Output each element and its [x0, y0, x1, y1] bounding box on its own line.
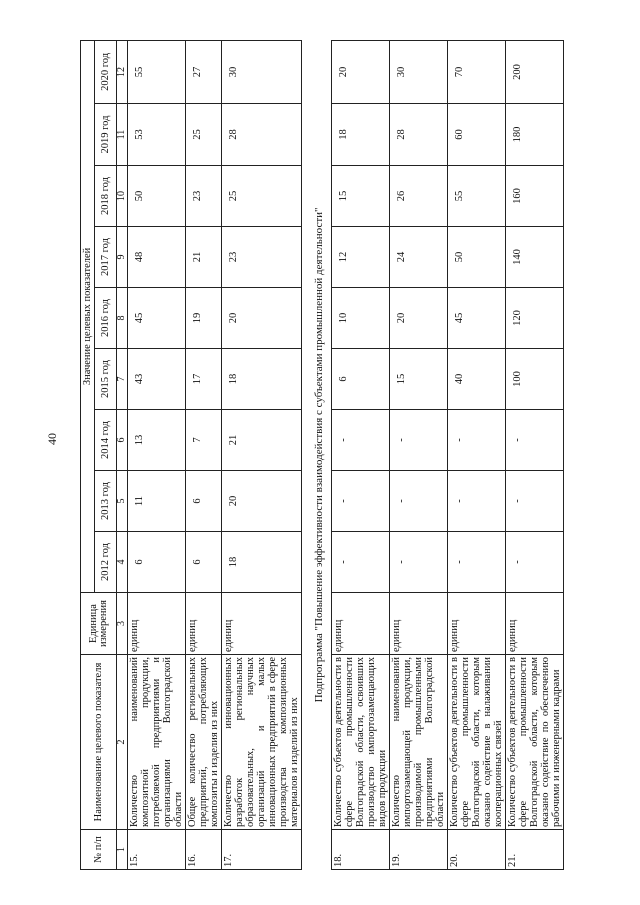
value-cell: - — [332, 410, 390, 471]
header-unit: Единица измерения — [81, 593, 117, 655]
unit-cell: единиц — [222, 593, 302, 655]
value-cell: 21 — [186, 227, 222, 288]
value-cell: 50 — [128, 166, 186, 227]
indicator-name: Количество субъектов деятельности в сфере промышленности Волгоградской области, освоивших производство импортозамещающих видов продукции — [332, 655, 390, 830]
value-cell: 18 — [222, 349, 302, 410]
unit-cell: единиц — [332, 593, 390, 655]
value-cell: 45 — [128, 288, 186, 349]
table-row — [186, 40, 222, 869]
value-cell: 23 — [222, 227, 302, 288]
value-cell: - — [506, 410, 564, 471]
page-number: 40 — [45, 433, 59, 445]
value-cell: 20 — [332, 40, 390, 103]
value-cell: 50 — [448, 227, 506, 288]
value-cell: 11 — [128, 471, 186, 532]
header-year: 2013 год — [95, 471, 117, 532]
value-cell: 180 — [506, 104, 564, 166]
row-number: 15. — [128, 830, 186, 870]
value-cell: 20 — [390, 288, 448, 349]
column-number: 12 — [117, 40, 128, 103]
header-year: 2016 год — [95, 288, 117, 349]
value-cell: 6 — [186, 532, 222, 593]
row-number: 21. — [506, 830, 564, 870]
value-cell: 20 — [222, 288, 302, 349]
column-number: 7 — [117, 349, 128, 410]
header-year: 2017 год — [95, 227, 117, 288]
value-cell: 160 — [506, 166, 564, 227]
value-cell: - — [332, 471, 390, 532]
value-cell: 6 — [332, 349, 390, 410]
value-cell: 55 — [128, 40, 186, 103]
column-number: 10 — [117, 166, 128, 227]
value-cell: - — [390, 410, 448, 471]
value-cell: 40 — [448, 349, 506, 410]
table-row — [506, 40, 564, 869]
header-year: 2018 год — [95, 166, 117, 227]
value-cell: 7 — [186, 410, 222, 471]
indicator-name: Количество инновационных разработок региональных образовательных, научных организаций и малых инновационных предприятий в сфере производства композиционных материалов и изделий из них — [222, 655, 302, 830]
value-cell: 19 — [186, 288, 222, 349]
value-cell: 55 — [448, 166, 506, 227]
value-cell: 20 — [222, 471, 302, 532]
rotated-table-area — [80, 40, 620, 870]
subprogram-title: Подпрограмма "Повышение эффективности взаимодействия с субъектами промышленной деятельности" — [313, 207, 325, 703]
value-cell: 48 — [128, 227, 186, 288]
header-year: 2014 год — [95, 410, 117, 471]
value-cell: 45 — [448, 288, 506, 349]
value-cell: - — [448, 471, 506, 532]
value-cell: - — [390, 532, 448, 593]
value-cell: 25 — [222, 166, 302, 227]
value-cell: - — [506, 532, 564, 593]
value-cell: 53 — [128, 104, 186, 166]
header-name: Наименование целевого показателя — [81, 655, 117, 830]
value-cell: 26 — [390, 166, 448, 227]
header-year: 2015 год — [95, 349, 117, 410]
value-cell: 60 — [448, 104, 506, 166]
header-year: 2019 год — [95, 104, 117, 166]
column-number: 3 — [117, 593, 128, 655]
row-number: 17. — [222, 830, 302, 870]
table-row — [390, 40, 448, 869]
value-cell: 6 — [186, 471, 222, 532]
value-cell: 18 — [332, 104, 390, 166]
table-row — [128, 40, 186, 869]
value-cell: 15 — [332, 166, 390, 227]
target-indicators-table — [80, 40, 564, 870]
column-number: 4 — [117, 532, 128, 593]
unit-cell: единиц — [186, 593, 222, 655]
value-cell: 140 — [506, 227, 564, 288]
value-cell: 200 — [506, 40, 564, 103]
row-number: 20. — [448, 830, 506, 870]
indicator-name: Количество субъектов деятельности в сфере промышленности Волгоградской области, которым оказано содействие по обеспечению рабочими и инженерными кадрами — [506, 655, 564, 830]
value-cell: 43 — [128, 349, 186, 410]
value-cell: 13 — [128, 410, 186, 471]
continuation-label — [70, 0, 90, 22]
row-number: 18. — [332, 830, 390, 870]
table-row — [332, 40, 390, 869]
column-number: 2 — [117, 655, 128, 830]
value-cell: - — [448, 532, 506, 593]
unit-cell: единиц — [128, 593, 186, 655]
column-number: 8 — [117, 288, 128, 349]
value-cell: - — [332, 532, 390, 593]
indicator-name: Количество наименований импортозамещающей продукции, производимой промышленными предприятиями Волгоградской области — [390, 655, 448, 830]
value-cell: - — [448, 410, 506, 471]
indicator-name: Общее количество региональных предприятий, потребляющих композиты и изделия из них — [186, 655, 222, 830]
value-cell: 120 — [506, 288, 564, 349]
row-number: 16. — [186, 830, 222, 870]
table-row — [222, 40, 302, 869]
row-number: 19. — [390, 830, 448, 870]
column-number: 5 — [117, 471, 128, 532]
value-cell: 23 — [186, 166, 222, 227]
value-cell: - — [390, 471, 448, 532]
table-row — [448, 40, 506, 869]
value-cell: 27 — [186, 40, 222, 103]
value-cell: 30 — [222, 40, 302, 103]
value-cell: 15 — [390, 349, 448, 410]
value-cell: 28 — [390, 104, 448, 166]
value-cell: 21 — [222, 410, 302, 471]
header-year: 2012 год — [95, 532, 117, 593]
value-cell: 12 — [332, 227, 390, 288]
value-cell: 18 — [222, 532, 302, 593]
value-cell: 6 — [128, 532, 186, 593]
column-number: 9 — [117, 227, 128, 288]
unit-cell: единиц — [448, 593, 506, 655]
unit-cell: единиц — [390, 593, 448, 655]
indicator-name: Количество наименований композитной продукции, потребляемой предприятиями и организациями Волгоградской области — [128, 655, 186, 830]
value-cell: - — [506, 471, 564, 532]
header-values-group: Значение целевых показателей — [81, 40, 95, 592]
value-cell: 10 — [332, 288, 390, 349]
column-number: 6 — [117, 410, 128, 471]
value-cell: 30 — [390, 40, 448, 103]
indicator-name: Количество субъектов деятельности в сфере промышленности Волгоградской области, которым оказано содействие в налаживании кооперационных связей — [448, 655, 506, 830]
value-cell: 25 — [186, 104, 222, 166]
value-cell: 70 — [448, 40, 506, 103]
value-cell: 24 — [390, 227, 448, 288]
value-cell: 100 — [506, 349, 564, 410]
column-number: 1 — [117, 830, 128, 870]
value-cell: 28 — [222, 104, 302, 166]
unit-cell: единиц — [506, 593, 564, 655]
value-cell: 17 — [186, 349, 222, 410]
header-year: 2020 год — [95, 40, 117, 103]
column-number: 11 — [117, 104, 128, 166]
header-num: № п/п — [81, 830, 117, 870]
